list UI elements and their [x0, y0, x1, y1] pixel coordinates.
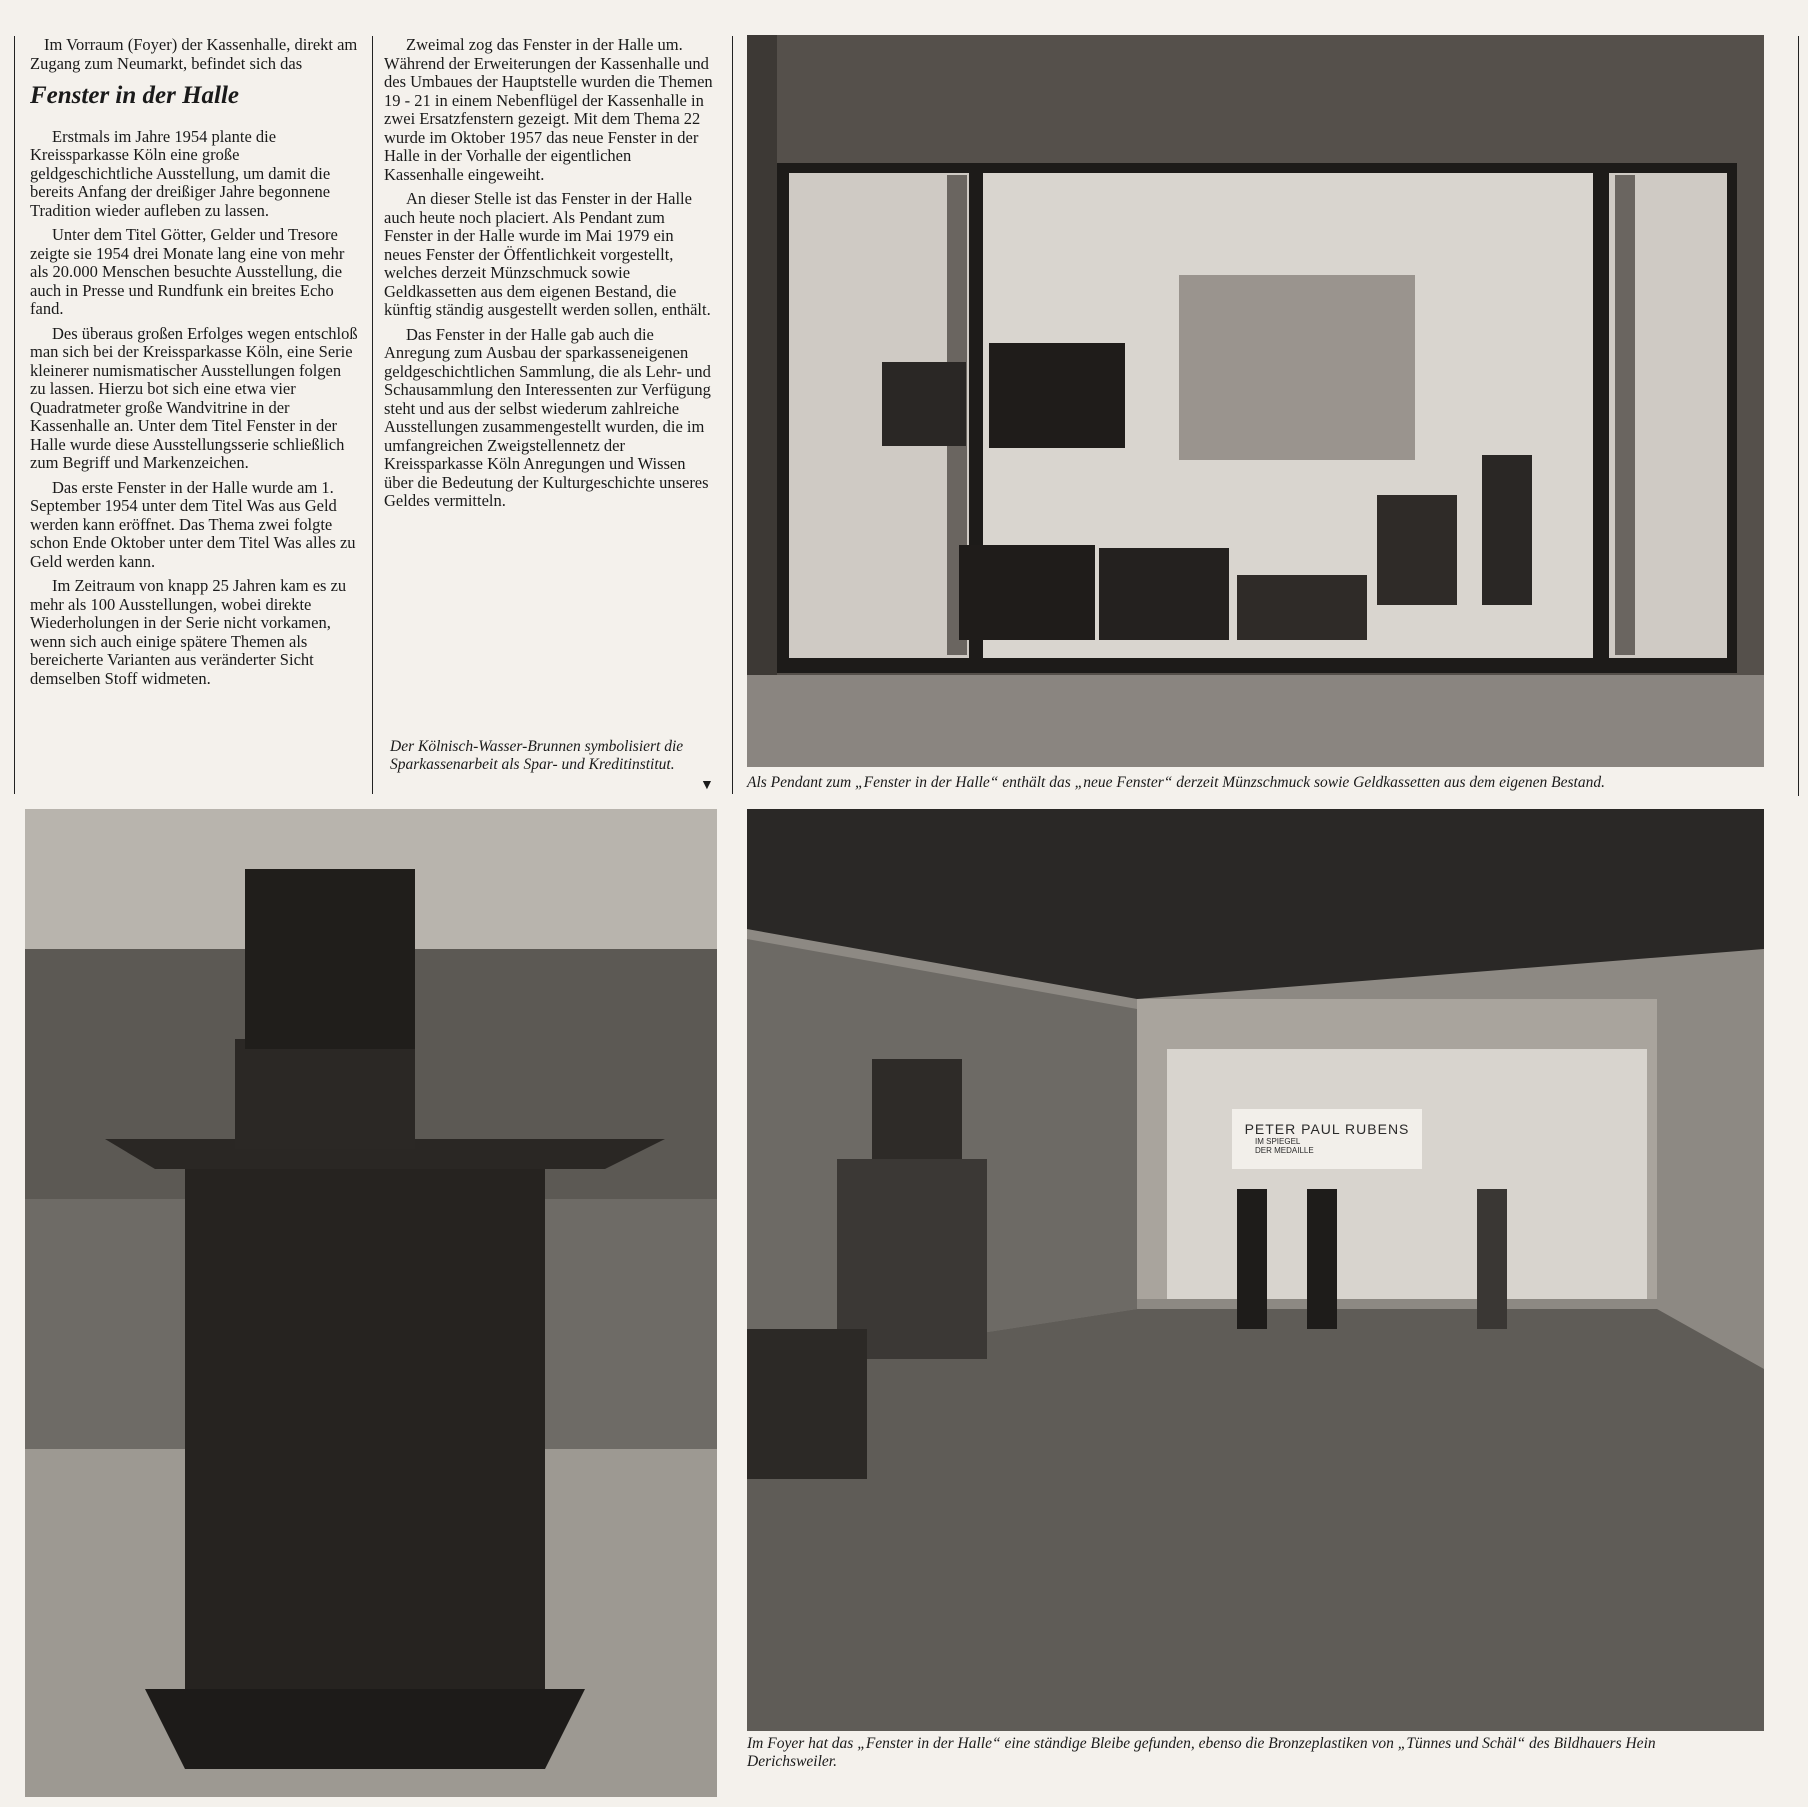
intro-text: Im Vorraum (Foyer) der Kassenhalle, direkt am Zugang zum Neumarkt, befindet sich das	[30, 35, 358, 73]
photo-fountain	[25, 809, 717, 1797]
paragraph: Das erste Fenster in der Halle wurde am 1. September 1954 unter dem Titel Was aus Geld werden kann eröffnet. Das Thema zwei folgte schon Ende Oktober unter dem Titel Was alles zu Geld werden kann.	[30, 477, 356, 571]
column-rule-middle	[372, 36, 373, 794]
paragraph: Unter dem Titel Götter, Gelder und Tresore zeigte sie 1954 drei Monate lang eine von mehr als 20.000 Menschen besuchte Ausstellung, die auch in Presse und Rundfunk ein breites Echo fand.	[30, 225, 345, 318]
column-rule-far-right	[1798, 36, 1799, 796]
exhibit-subtitle: DER MEDAILLE	[1255, 1146, 1314, 1155]
display-window-caption: Als Pendant zum „Fenster in der Halle“ enthält das „neue Fenster“ derzeit Münzschmuck sowie Geldkassetten aus dem eigenen Bestand.	[747, 774, 1605, 791]
paragraph: An dieser Stelle ist das Fenster in der Halle auch heute noch placiert. Als Pendant zum Fenster in der Halle wurde im Mai 1979 ein neues Fenster der Öffentlichkeit vorgestellt, welches derzeit Münzschmuck sowie Geldkassetten aus dem eigenen Bestand, die künftig ständig ausgestellt werden sollen, enthält.	[384, 189, 711, 319]
paragraph: Zweimal zog das Fenster in der Halle um. Während der Erweiterungen der Kassenhalle und des Umbaues der Hauptstelle wurden die Themen 19 - 21 in einem Nebenflügel der Kassenhalle in zwei Ersatzfenstern gezeigt. Mit dem Thema 22 wurde im Oktober 1957 das neue Fenster in der Halle in der Vorhalle der eigentlichen Kassenhalle eingeweiht.	[384, 35, 713, 184]
article-heading: Fenster in der Halle	[30, 82, 240, 109]
arrow-down-icon: ▼	[700, 778, 714, 793]
paragraph: Erstmals im Jahre 1954 plante die Kreissparkasse Köln eine große geldgeschichtliche Ausstellung, um damit die bereits Anfang der dreißiger Jahre begonnene Tradition wieder aufleben zu lassen.	[30, 126, 331, 220]
exhibit-sign	[1237, 1121, 1417, 1155]
column-rule-left	[14, 36, 15, 794]
fountain-caption: Der Kölnisch-Wasser-Brunnen symbolisiert die Sparkassenarbeit als Spar- und Kreditinstitut.	[390, 738, 684, 773]
foyer-caption: Im Foyer hat das „Fenster in der Halle“ eine ständige Bleibe gefunden, ebenso die Bronzeplastiken von „Tünnes und Schäl“ des Bildhauers Hein Derichsweiler.	[747, 1735, 1656, 1770]
column-rule-right	[732, 36, 733, 794]
paragraph: Im Zeitraum von knapp 25 Jahren kam es zu mehr als 100 Ausstellungen, wobei direkte Wiederholungen in der Serie nicht vorkamen, wenn sich auch einige spätere Themen als bereicherte Varianten aus veränderter Sicht demselben Stoff widmeten.	[30, 576, 347, 688]
exhibit-title: PETER PAUL RUBENS	[1244, 1121, 1410, 1137]
paragraph: Des überaus großen Erfolges wegen entschloß man sich bei der Kreissparkasse Köln, eine Serie kleinerer numismatischer Ausstellungen folgen zu lassen. Hierzu bot sich eine etwa vier Quadratmeter große Wandvitrine in der Kassenhalle an. Unter dem Titel Fenster in der Halle wurde diese Ausstellungsserie schließlich zum Begriff und Markenzeichen.	[30, 323, 358, 472]
article-column-2	[384, 36, 714, 517]
exhibit-subtitle: IM SPIEGEL	[1255, 1137, 1301, 1146]
photo-foyer	[747, 809, 1764, 1731]
photo-display-window	[747, 35, 1764, 767]
paragraph: Das Fenster in der Halle gab auch die Anregung zum Ausbau der sparkasseneigenen geldgeschichtlichen Sammlung, die als Lehr- und Schausammlung den Interessenten zur Verfügung steht und aus der selbst wiederum zahlreiche Ausstellungen zusammengestellt wurden, die im umfangreichen Zweigstellennetz der Kreissparkasse Köln Anregungen und Wissen über die Bedeutung der Kulturgeschichte unseres Geldes vermitteln.	[384, 324, 711, 510]
article-column-1	[30, 36, 360, 694]
